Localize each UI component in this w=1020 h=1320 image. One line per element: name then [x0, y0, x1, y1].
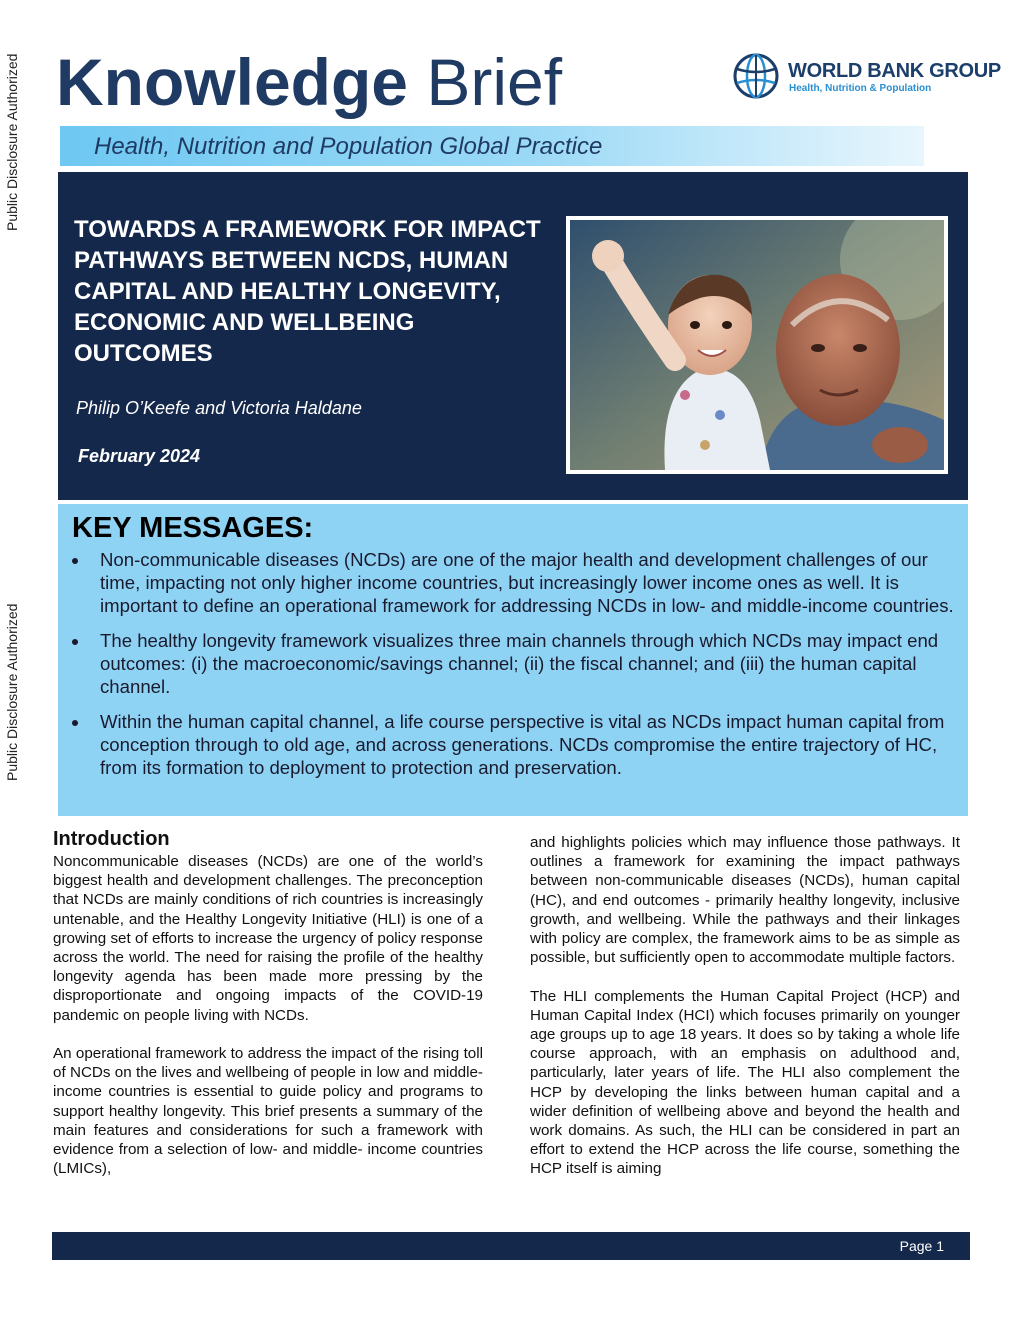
cover-photo	[566, 216, 948, 474]
practice-banner	[60, 126, 924, 166]
key-message-text: The healthy longevity framework visualizes three main channels through which NCDs may impact end outcomes: (i) the macroeconomic/savings channel; (ii) the fiscal channel; and (iii) the human capital channel.	[100, 630, 939, 697]
logo-subtitle: Health, Nutrition & Population	[789, 83, 932, 94]
page-title	[56, 44, 562, 120]
key-message-text: Non-communicable diseases (NCDs) are one of the major health and development challenges of our time, impacting not only higher income countries, but increasingly lower income ones as well. It is important to define an operational framework for addressing NCDs in low- and middle-income countries.	[100, 549, 954, 616]
introduction-heading: Introduction	[53, 828, 170, 850]
list-item	[58, 710, 968, 779]
page-number: Page 1	[899, 1238, 944, 1254]
bullet-icon	[72, 639, 78, 645]
practice-name: Health, Nutrition and Population Global Practice	[94, 133, 603, 160]
logo-name: WORLD BANK GROUP	[788, 60, 1001, 82]
publication-date: February 2024	[78, 446, 201, 466]
body-paragraph: Noncommunicable diseases (NCDs) are one of the world’s biggest health and development challenges. The preconception that NCDs are mainly conditions of rich countries is increasingly untenable, and the Healthy Longevity Initiative (HLI) is one of a growing set of efforts to increase the urgency of policy response across the world. The need for raising the profile of the healthy longevity agenda has been made more pressing by the disproportionate and ongoing impacts of the COVID-19 pandemic on people living with NCDs.	[53, 853, 483, 1024]
cover-photo-illustration	[570, 220, 944, 470]
title-regular-word: Brief	[426, 45, 563, 119]
body-paragraph: and highlights policies which may influence those pathways. It outlines a framework for examining the impact pathways between non-communicable diseases (NCDs), human capital (HC), and end outcomes - primarily healthy longevity, inclusive growth, and wellbeing. While the pathways and their linkages with policy are complex, the framework aims to be as simple as possible, but sufficiently open to accommodate multiple factors.	[530, 834, 960, 967]
left-column	[53, 828, 483, 1198]
list-item	[58, 548, 968, 617]
hero-panel	[58, 172, 968, 500]
disclosure-label-top: Public Disclosure Authorized	[4, 53, 20, 231]
authors: Philip O’Keefe and Victoria Haldane	[76, 398, 362, 418]
list-item	[58, 629, 968, 698]
key-messages-list	[58, 548, 968, 791]
globe-icon	[732, 52, 780, 100]
bullet-icon	[72, 558, 78, 564]
footer-bar	[52, 1232, 970, 1260]
world-bank-logo	[732, 52, 1001, 108]
right-column	[530, 833, 960, 1198]
key-messages-heading: KEY MESSAGES:	[72, 512, 314, 544]
brief-title: TOWARDS A FRAMEWORK FOR IMPACT PATHWAYS BETWEEN NCDS, HUMAN CAPITAL AND HEALTHY LONGEVITY, ECONOMIC AND WELLBEING OUTCOMES	[74, 216, 541, 367]
disclosure-label-bottom: Public Disclosure Authorized	[4, 603, 20, 781]
key-messages-box	[58, 504, 968, 816]
bullet-icon	[72, 720, 78, 726]
body-paragraph: The HLI complements the Human Capital Project (HCP) and Human Capital Index (HCI) which focuses primarily on younger age groups up to age 18 years. It does so by taking a whole life course approach, with an emphasis on adulthood and, particularly, later years of life. The HLI also complement the HCP by developing the links between human capital and a wider definition of wellbeing above and beyond the health and work domains. As such, the HLI can be considered in part an effort to extend the HCP across the life course, something the HCP itself is aiming	[530, 987, 960, 1178]
body-paragraph: An operational framework to address the impact of the rising toll of NCDs on the lives and wellbeing of people in low and middle-income countries is essential to guide policy and programs to support healthy longevity. This brief presents a summary of the main features and considerations for such a framework with evidence from a selection of low- and middle- income countries (LMICs),	[53, 1045, 483, 1178]
title-bold-word: Knowledge	[56, 45, 409, 119]
key-message-text: Within the human capital channel, a life course perspective is vital as NCDs impact human capital from conception through to old age, and across generations. NCDs compromise the entire trajectory of HC, from its formation to deployment to protection and preservation.	[100, 711, 945, 778]
